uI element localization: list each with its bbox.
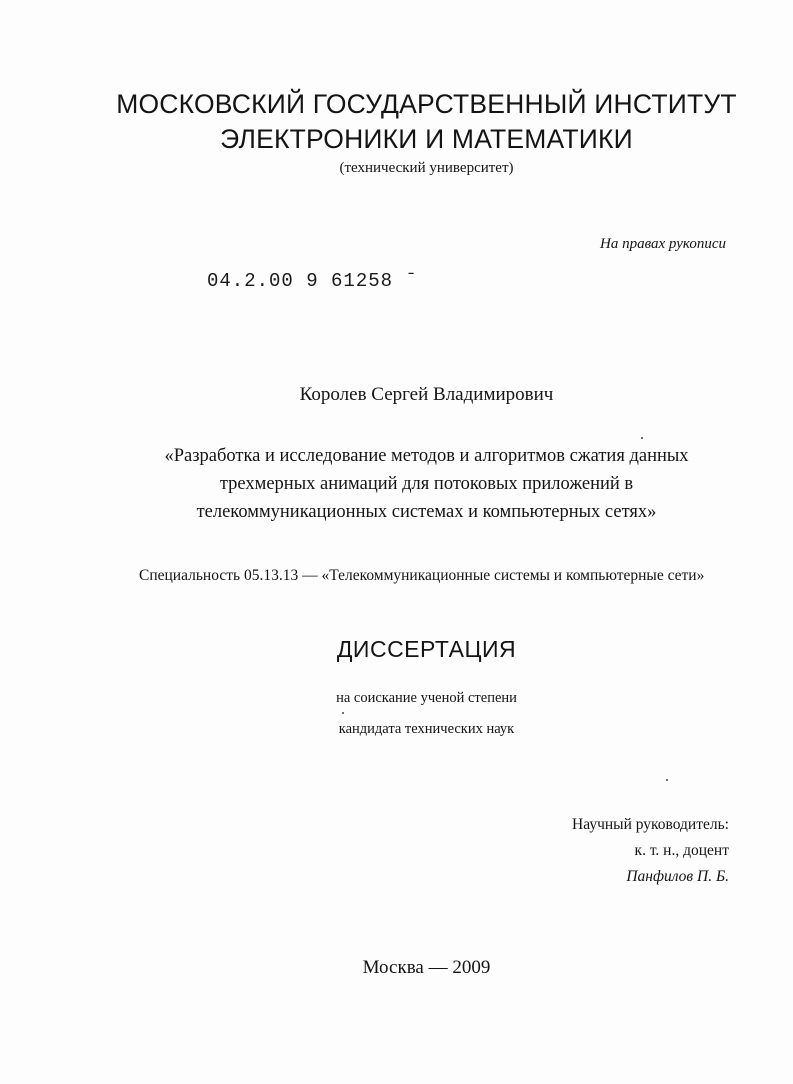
degree-line1: на соискание ученой степени xyxy=(336,690,517,706)
supervisor-name: Панфилов П. Б. xyxy=(626,868,729,885)
city-year: Москва — 2009 xyxy=(362,957,491,978)
supervisor-credentials: к. т. н., доцент xyxy=(634,842,729,859)
supervisor-label: Научный руководитель: xyxy=(572,816,729,833)
document-type-heading: ДИССЕРТАЦИЯ xyxy=(336,636,517,662)
specialty-line: Специальность 05.13.13 — «Телекоммуникационные системы и компьютерные сети» xyxy=(139,567,705,584)
degree-line2: кандидата технических наук xyxy=(338,721,515,737)
scan-speck xyxy=(641,437,643,439)
registration-stamp: 04.2.00 9 61258 ˉ xyxy=(207,270,418,292)
author-name: Королев Сергей Владимирович xyxy=(299,384,554,405)
institute-name-line1: МОСКОВСКИЙ ГОСУДАРСТВЕННЫЙ ИНСТИТУТ xyxy=(116,89,737,119)
institute-name-line2: ЭЛЕКТРОНИКИ И МАТЕМАТИКИ xyxy=(220,124,633,154)
manuscript-rights-note: На правах рукописи xyxy=(600,236,726,252)
thesis-title-line2: трехмерных анимаций для потоковых приложений в xyxy=(219,474,634,494)
thesis-title-line1: «Разработка и исследование методов и алгоритмов сжатия данных xyxy=(164,446,689,466)
institute-subtitle: (технический университет) xyxy=(339,160,514,176)
thesis-title-line3: телекоммуникационных системах и компьютерных сетях» xyxy=(196,502,657,522)
scan-speck xyxy=(342,712,344,714)
scan-speck xyxy=(666,779,668,781)
